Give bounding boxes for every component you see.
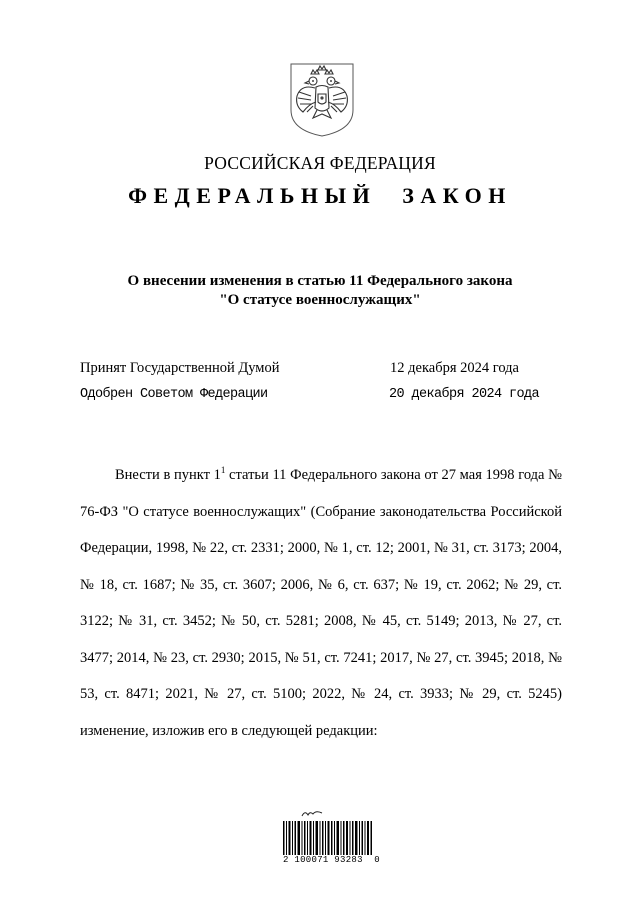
law-title-line1: О внесении изменения в статью 11 Федерального закона xyxy=(127,273,513,289)
signature-mark-icon xyxy=(301,808,323,818)
barcode-number: 2 100071 93283 0 xyxy=(283,855,380,865)
barcode xyxy=(283,808,380,868)
body-superscript: 1 xyxy=(220,465,226,476)
body-text-part2: статьи 11 Федерального закона от 27 мая 1998 года № 76-ФЗ "О статусе военнослужащих" (Собрание законодательства Российской Федерации, 1998, № 22, ст. 2331; 2000, № 1, ст. 12; 2001, № 31, ст. 3173; 2004, № 18, ст. 1687; № 35, ст. 3607; 2006, № 6, ст. 637; № 19, ст. 2062; № 29, ст. 3122; № 31, ст. 3452; № 50, ст. 5281; 2008, № 45, ст. 5149; 2013, № 27, ст. 3477; 2014, № 23, ст. 2930; 2015, № 51, ст. 7241; 2017, № 27, ст. 3945; 2018, № 53, ст. 8471; 2021, № 27, ст. 5100; 2022, № 24, ст. 3933; № 29, ст. 5245) изменение, изложив его в следующей редакции: xyxy=(80,467,562,739)
country-name: РОССИЙСКАЯ ФЕДЕРАЦИЯ xyxy=(204,153,436,173)
law-title-line2: "О статусе военнослужащих" xyxy=(219,292,421,308)
law-title xyxy=(0,272,640,310)
duma-label: Принят Государственной Думой xyxy=(80,360,280,376)
coat-of-arms-icon xyxy=(289,62,355,138)
duma-date: 12 декабря 2024 года xyxy=(390,360,519,376)
barcode-icon xyxy=(283,821,373,855)
law-body-paragraph xyxy=(80,457,562,749)
council-label: Одобрен Советом Федерации xyxy=(80,387,268,402)
document-type-word1: ФЕДЕРАЛЬНЫЙ xyxy=(128,183,377,208)
document-type xyxy=(0,183,640,209)
document-type-word2: ЗАКОН xyxy=(402,183,512,208)
body-text-part1: Внести в пункт 1 xyxy=(115,467,221,483)
council-date: 20 декабря 2024 года xyxy=(389,387,540,402)
